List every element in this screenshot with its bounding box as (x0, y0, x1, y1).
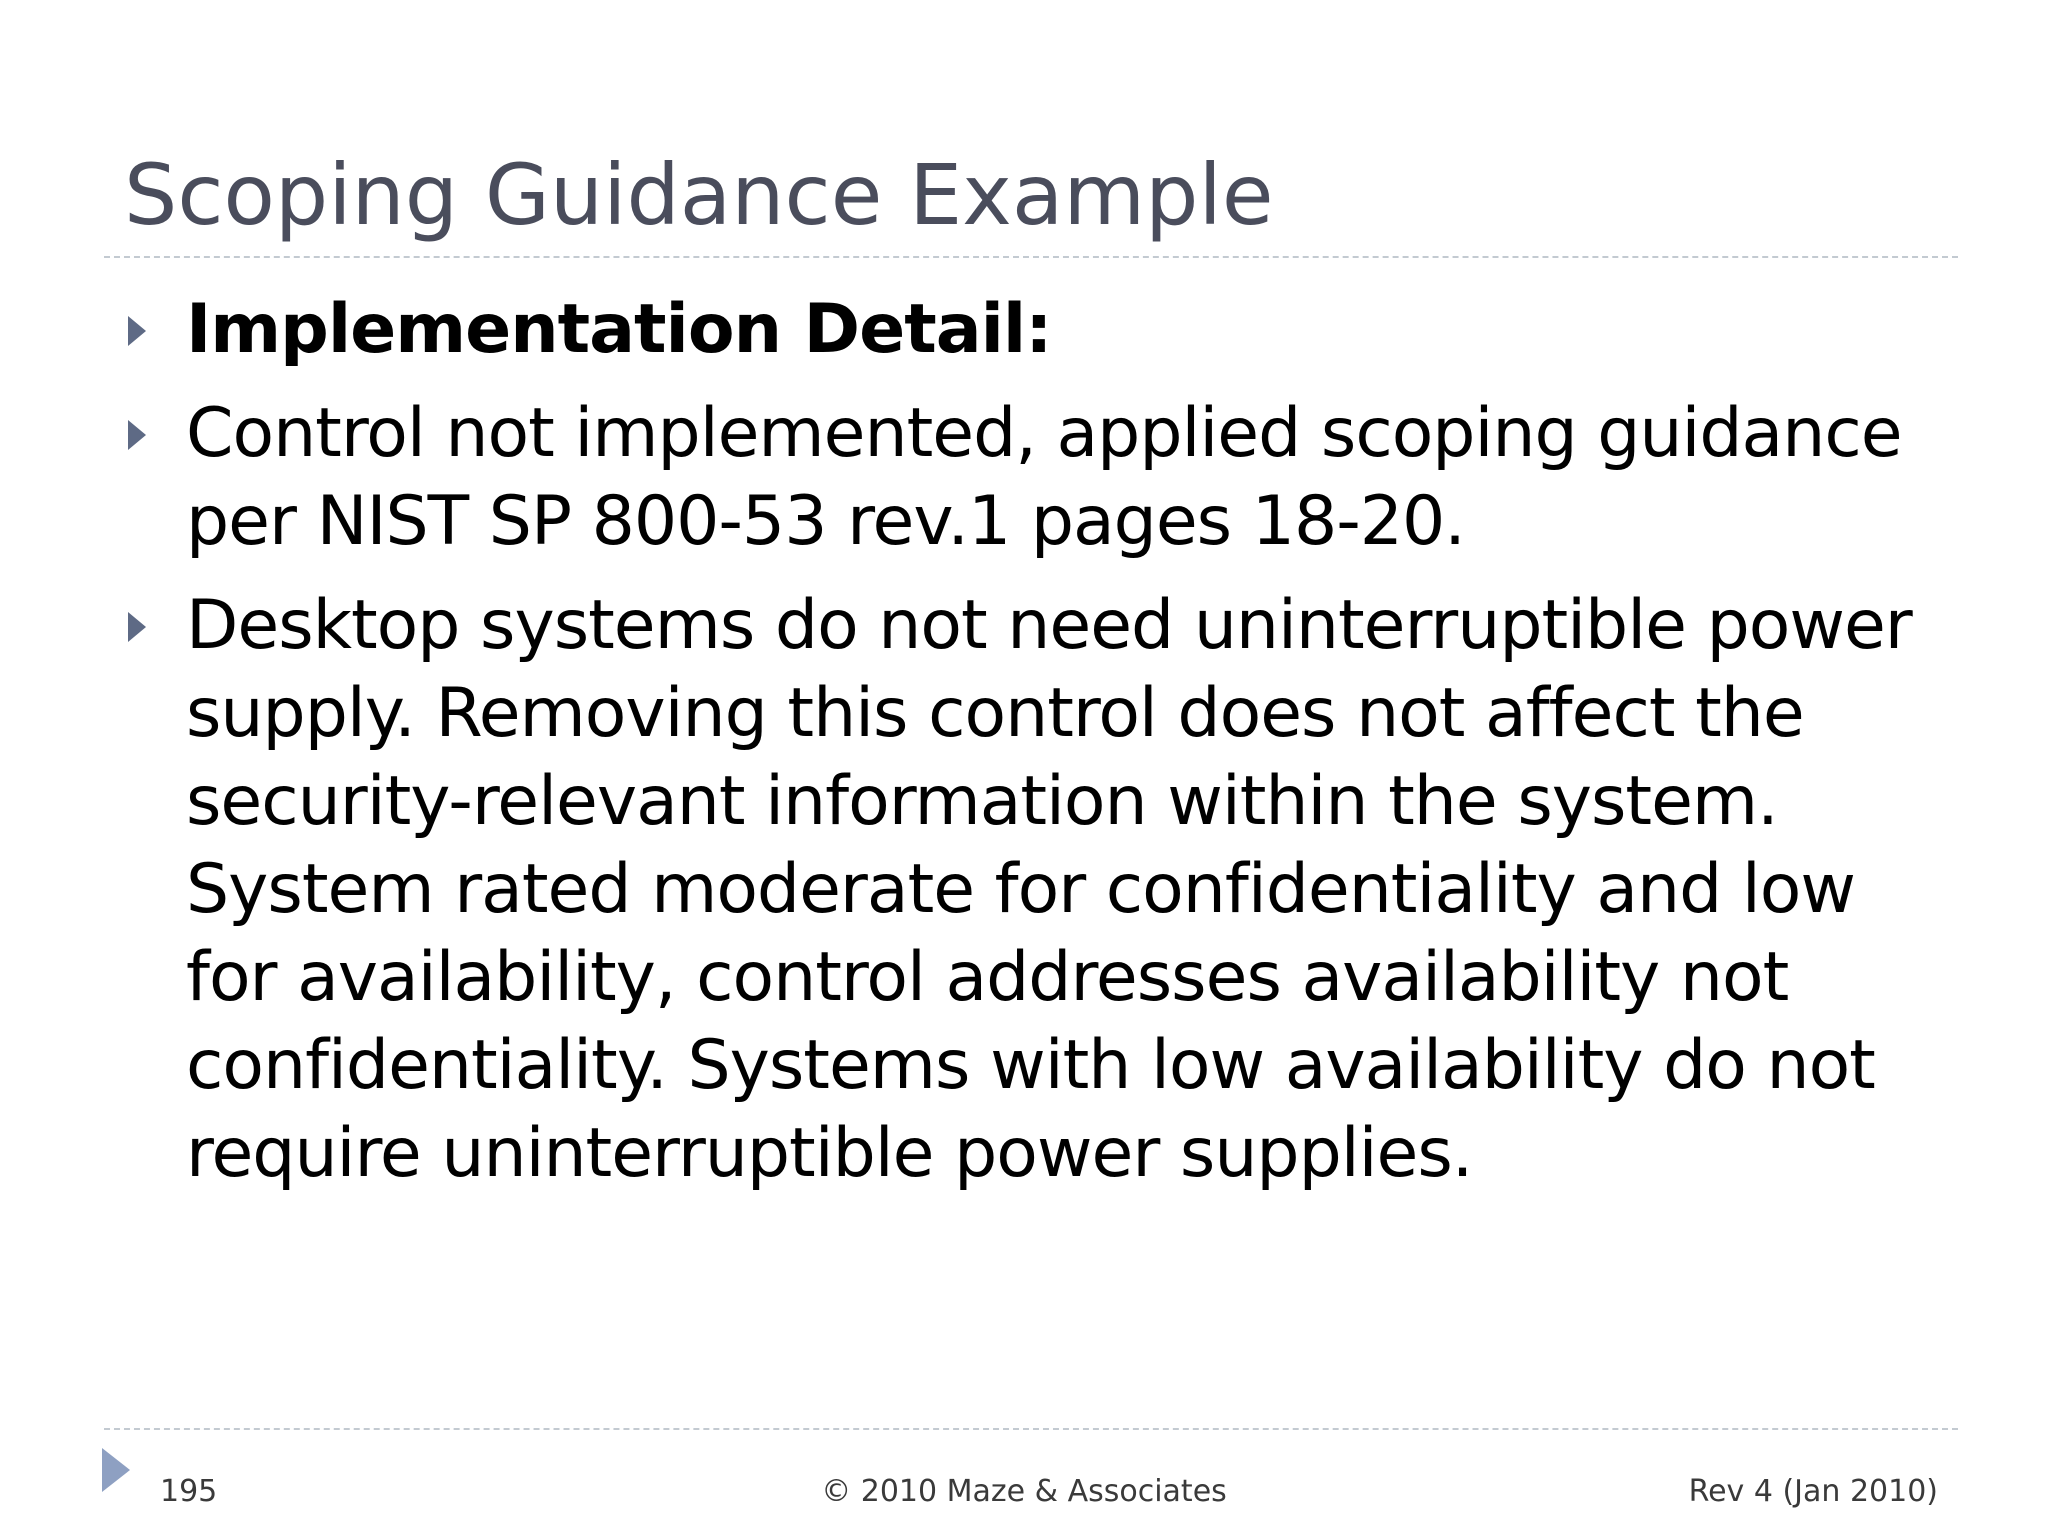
bullet-triangle-icon (128, 316, 146, 346)
bullet-text: Implementation Detail: (186, 290, 1052, 369)
bullet-triangle-icon (128, 420, 146, 450)
bullet-list (124, 286, 1954, 1214)
bullet-item (124, 582, 1954, 1198)
bullet-item (124, 286, 1954, 374)
revision-label: Rev 4 (Jan 2010) (1688, 1474, 1938, 1509)
bullet-text: Control not implemented, applied scoping guidance per NIST SP 800-53 rev.1 pages 18-20. (186, 394, 1902, 561)
title-divider (104, 256, 1958, 258)
copyright-notice: © 2010 Maze & Associates (821, 1474, 1227, 1509)
bullet-item (124, 390, 1954, 566)
page-number: 195 (160, 1474, 218, 1509)
bullet-triangle-icon (128, 612, 146, 642)
footer-divider (104, 1428, 1958, 1430)
bullet-text: Desktop systems do not need uninterruptible power supply. Removing this control does not affect the security-relevant information within the system. System rated moderate for confidentiality and low for availability, control addresses availability not confidentiality. Systems with low availability do not require uninterruptible power supplies. (186, 586, 1912, 1193)
slide-title: Scoping Guidance Example (124, 146, 1274, 244)
